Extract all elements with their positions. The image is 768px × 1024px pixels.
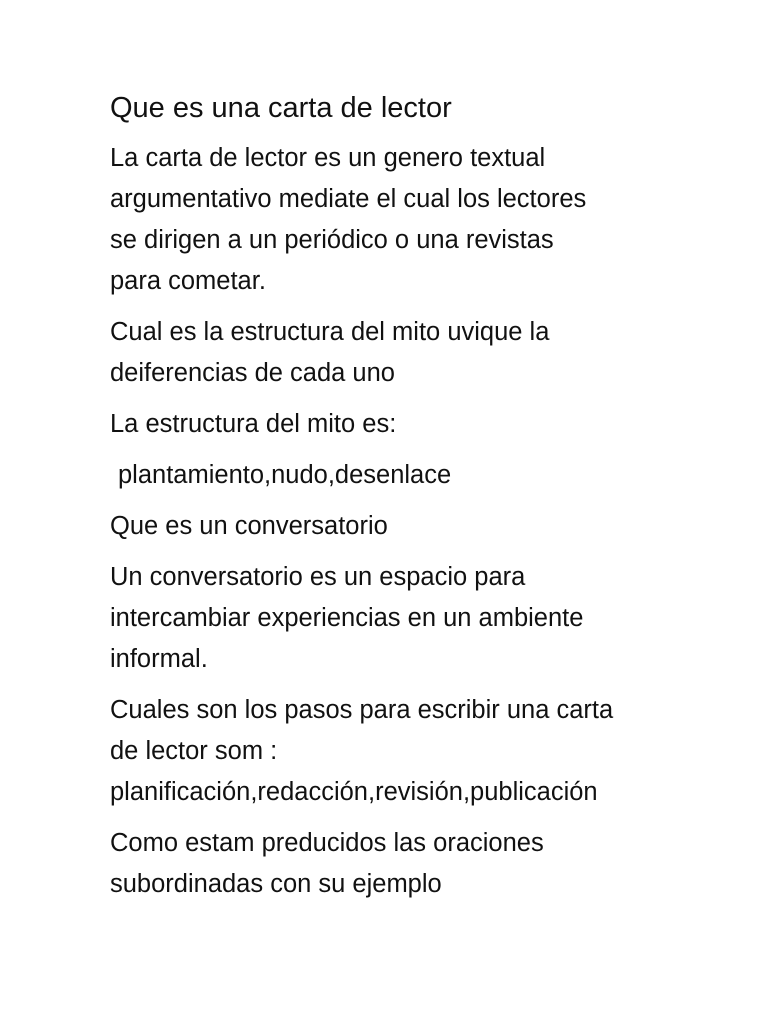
paragraph-oraciones-question	[110, 823, 710, 905]
text-line: La carta de lector es un genero textual	[110, 144, 546, 172]
text-line: Cual es la estructura del mito uvique la	[110, 318, 550, 346]
text-line: La estructura del mito es:	[110, 410, 397, 438]
paragraph-mito-answer	[110, 455, 710, 496]
text-line: Cuales son los pasos para escribir una carta	[110, 696, 614, 724]
text-line: subordinadas con su ejemplo	[110, 870, 442, 898]
text-line: plantamiento,nudo,desenlace	[118, 461, 452, 489]
paragraph-pasos-carta	[110, 690, 710, 813]
text-line: planificación,redacción,revisión,publicación	[110, 778, 598, 806]
text-line: Como estam preducidos las oraciones	[110, 829, 544, 857]
paragraph-mito-answer-intro	[110, 404, 710, 445]
text-line: se dirigen a un periódico o una revistas	[110, 226, 554, 254]
text-line: deiferencias de cada uno	[110, 359, 395, 387]
text-line: para cometar.	[110, 267, 266, 295]
text-line: informal.	[110, 645, 208, 673]
text-line: argumentativo mediate el cual los lectores	[110, 185, 587, 213]
text-line: Un conversatorio es un espacio para	[110, 563, 526, 591]
text-line: de lector som :	[110, 737, 278, 765]
document-title: Que es una carta de lector	[110, 92, 452, 124]
text-line: Que es un conversatorio	[110, 512, 388, 540]
paragraph-mito-question	[110, 312, 710, 394]
document-body	[110, 88, 710, 915]
paragraph-conversatorio-answer	[110, 557, 710, 680]
paragraph-conversatorio-question	[110, 506, 710, 547]
paragraph-carta-definition	[110, 138, 710, 302]
text-line: intercambiar experiencias en un ambiente	[110, 604, 584, 632]
